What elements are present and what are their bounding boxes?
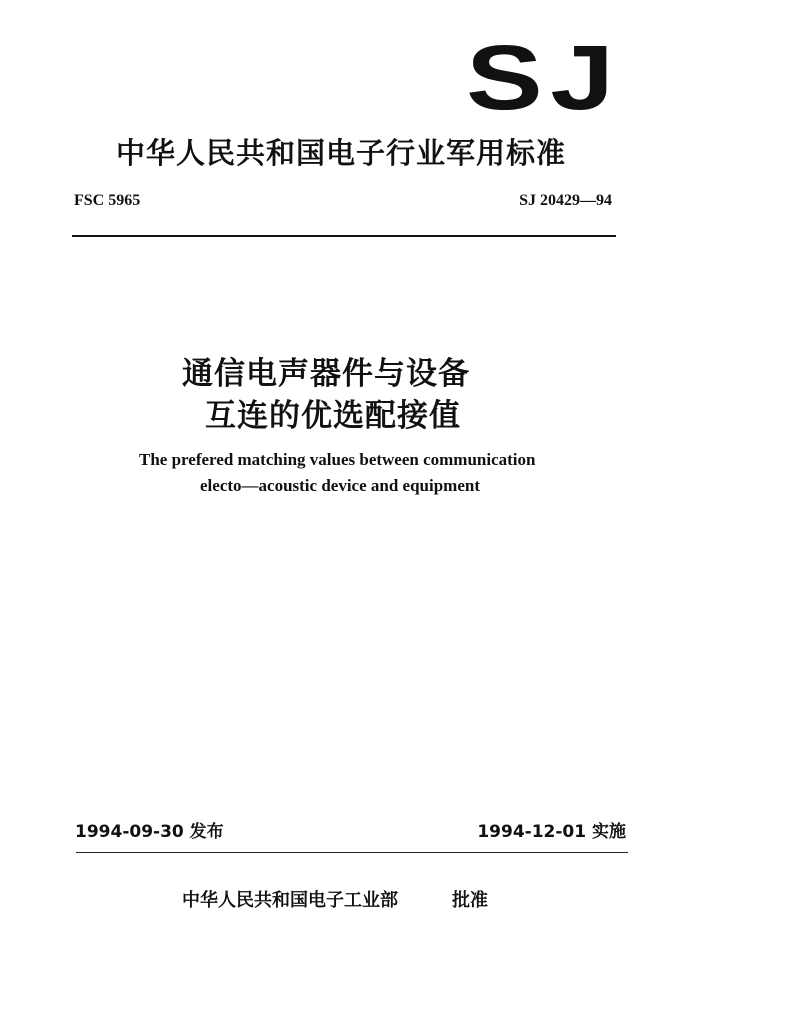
fsc-code: FSC 5965 [74, 192, 141, 209]
title-cn-line1: 通信电声器件与设备 [182, 356, 470, 392]
sj-logo: SJ [466, 27, 622, 129]
standard-category: 中华人民共和国电子行业军用标准 [116, 136, 567, 170]
approval-label: 批准 [452, 890, 488, 911]
header-divider [72, 235, 616, 237]
footer-divider [76, 852, 628, 853]
implementation-date: 1994-12-01 实施 [477, 822, 626, 842]
title-en-line2: electo—acoustic device and equipment [200, 476, 480, 495]
approving-authority: 中华人民共和国电子工业部 [182, 890, 398, 911]
issue-date: 1994-09-30 发布 [75, 822, 224, 842]
standard-number: SJ 20429—94 [519, 192, 612, 209]
title-cn-line2: 互连的优选配接值 [205, 398, 461, 434]
title-en-line1: The prefered matching values between communication [139, 450, 536, 469]
